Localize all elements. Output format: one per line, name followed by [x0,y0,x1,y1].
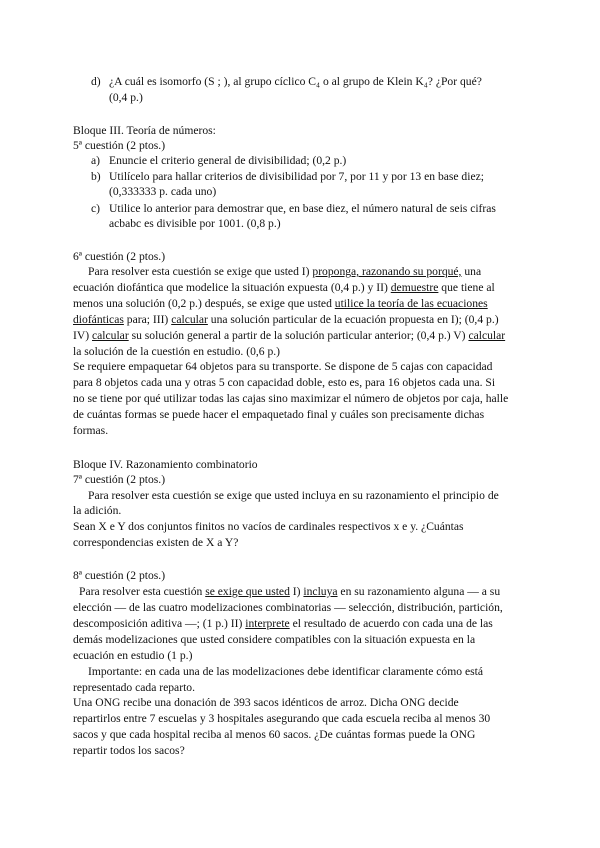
question-6-instruction-line-2: ecuación diofántica que modelice la situación expuesta (0,4 p.) y II) demuestre que tiene al [73,281,495,294]
question-8-important-line-2: representado cada reparto. [73,681,195,694]
item-c-line-2: acbabc es divisible por 1001. (0,8 p.) [109,217,281,230]
question-6-title: 6ª cuestión (2 ptos.) [73,250,166,263]
item-d-marker: d) [91,75,101,88]
item-d-line-2: (0,4 p.) [109,91,143,104]
question-8-important-line-1: Importante: en cada una de las modelizaciones debe identificar claramente cómo está [88,665,483,678]
question-8-body-line-2: repartirlos entre 7 escuelas y 3 hospitales asegurando que cada escuela reciba al menos 30 [73,712,491,725]
question-6-body-line-3: no se tiene por qué utilizar todas las cajas sino maximizar el número de objetos por caja, halle [73,392,509,405]
item-b-line-1: Utilícelo para hallar criterios de divisibilidad por 7, por 11 y por 13 en base diez; [109,170,484,183]
question-6-instruction-line-1: Para resolver esta cuestión se exige que usted I) proponga, razonando su porqué, una [88,265,482,278]
question-6-body-line-4: de cuántas formas se puede hacer el empaquetado final y cuáles son precisamente dichas [73,408,485,421]
question-6-instruction-line-3: menos una solución (0,2 p.) después, se exige que usted utilice la teoría de las ecuaciones [73,297,488,310]
question-6-instruction-line-5: IV) calcular su solución general a partir de la solución particular anterior; (0,4 p.) V) calcular [73,329,506,342]
item-c-line-1: Utilice lo anterior para demostrar que, en base diez, el número natural de seis cifras [109,202,496,215]
question-8-instruction-line-3: descomposición aditiva —; (1 p.) II) interprete el resultado de acuerdo con cada una de las [73,617,493,630]
section-title-bloque-3: Bloque III. Teoría de números: [73,124,216,137]
question-8-instruction-line-1: Para resolver esta cuestión se exige que usted I) incluya en su razonamiento alguna — a su [79,585,501,598]
question-7-line-1: Para resolver esta cuestión se exige que usted incluya en su razonamiento el principio de [88,489,499,502]
item-a-marker: a) [91,154,101,167]
question-8-instruction-line-5: ecuación en estudio (1 p.) [73,649,193,662]
question-7-line-4: correspondencias existen de X a Y? [73,536,239,549]
question-5-title: 5ª cuestión (2 ptos.) [73,139,166,152]
item-b-marker: b) [91,170,101,183]
question-8-body-line-4: repartir todos los sacos? [73,744,185,757]
question-8-instruction-line-2: elección — de las cuatro modelizaciones combinatorias — selección, distribución, partición, [73,601,503,614]
question-8-instruction-line-4: demás modelizaciones que usted considere compatibles con la situación expuesta en la [73,633,476,646]
item-d-line-1: ¿A cuál es isomorfo (S ; ), al grupo cíclico C₄ o al grupo de Klein K₄? ¿Por qué? [109,75,482,88]
question-7-line-2: la adición. [73,504,122,517]
question-7-line-3: Sean X e Y dos conjuntos finitos no vacíos de cardinales respectivos x e y. ¿Cuántas [73,520,464,533]
question-6-body-line-5: formas. [73,424,109,437]
section-title-bloque-4: Bloque IV. Razonamiento combinatorio [73,458,258,471]
question-7-title: 7ª cuestión (2 ptos.) [73,473,166,486]
question-8-title: 8ª cuestión (2 ptos.) [73,569,166,582]
item-a-text: Enuncie el criterio general de divisibilidad; (0,2 p.) [109,154,347,167]
item-c-marker: c) [91,202,101,215]
question-6-instruction-line-4: diofánticas para; III) calcular una solución particular de la ecuación propuesta en I); (0,4 p.) [73,313,499,326]
question-8-body-line-3: sacos y que cada hospital reciba al menos 60 sacos. ¿De cuántas formas puede la ONG [73,728,476,741]
item-b-line-2: (0,333333 p. cada uno) [109,185,217,198]
question-6-instruction-line-6: la solución de la cuestión en estudio. (0,6 p.) [73,345,281,358]
question-8-body-line-1: Una ONG recibe una donación de 393 sacos idénticos de arroz. Dicha ONG decide [73,696,459,709]
question-6-body-line-2: para 8 objetos cada una y otras 5 con capacidad doble, esto es, para 16 objetos cada una. Si [73,376,496,389]
question-6-body-line-1: Se requiere empaquetar 64 objetos para su transporte. Se dispone de 5 cajas con capacidad [73,360,493,373]
